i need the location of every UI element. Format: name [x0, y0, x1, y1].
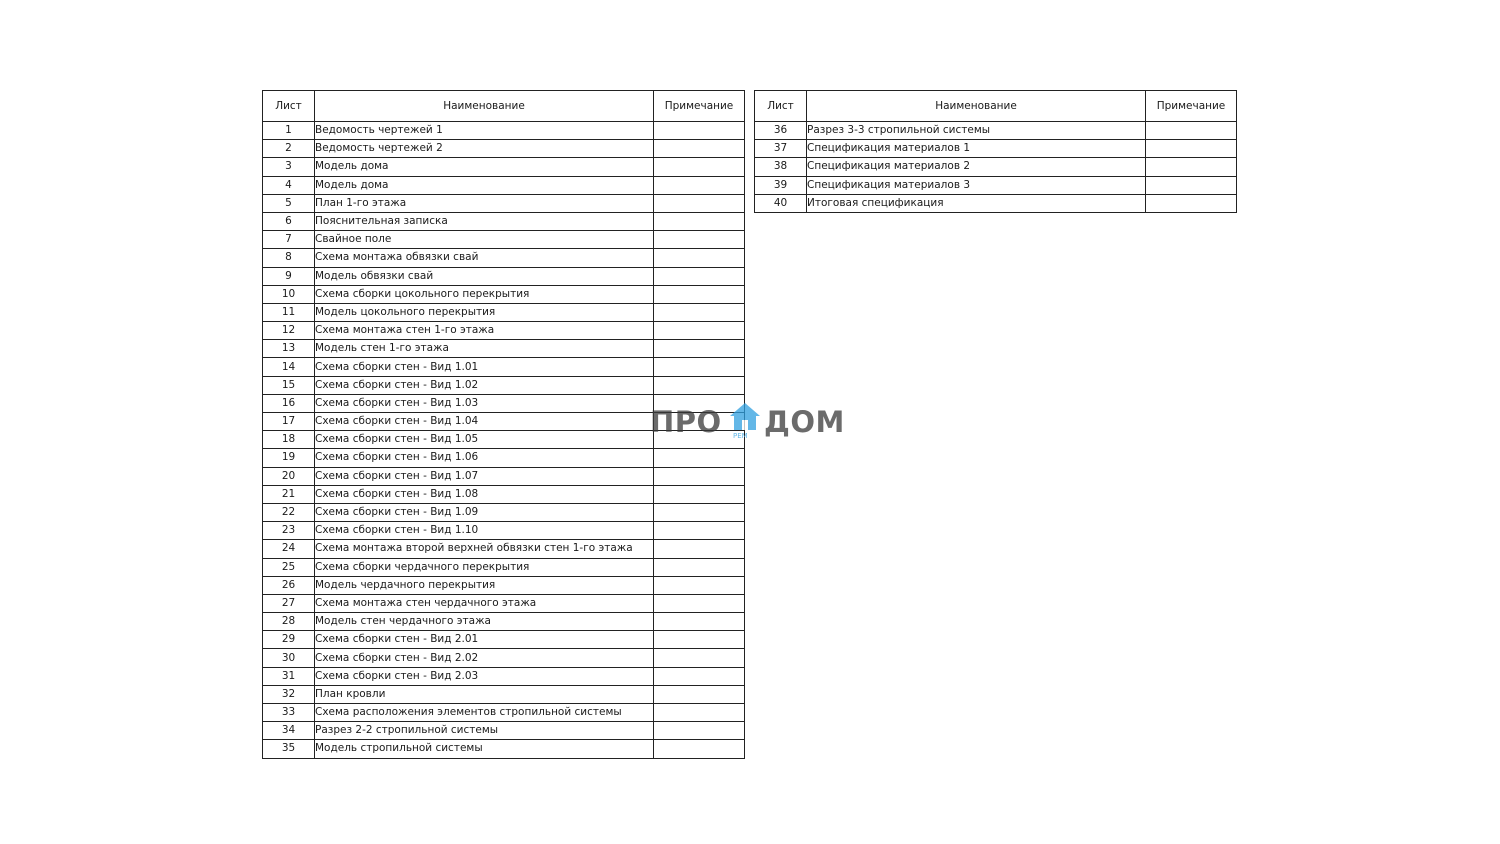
table-row [263, 613, 745, 631]
table-row [263, 576, 745, 594]
sheet-number-cell: 39 [755, 176, 807, 194]
sheet-name-cell: Схема сборки стен - Вид 1.09 [315, 503, 654, 521]
sheet-note-cell [654, 449, 745, 467]
sheet-number-cell: 31 [263, 667, 315, 685]
sheet-number-cell: 13 [263, 340, 315, 358]
table-row [263, 231, 745, 249]
table-row [755, 140, 1237, 158]
sheet-number-cell: 25 [263, 558, 315, 576]
sheet-name-cell: Спецификация материалов 2 [807, 158, 1146, 176]
sheet-number-cell: 24 [263, 540, 315, 558]
sheet-name-cell: Модель стен чердачного этажа [315, 613, 654, 631]
sheet-name-cell: Модель цокольного перекрытия [315, 303, 654, 321]
sheet-name-cell: Модель стропильной системы [315, 740, 654, 758]
sheet-note-cell [654, 322, 745, 340]
sheet-note-cell [654, 303, 745, 321]
table-header-row [755, 91, 1237, 122]
sheet-number-cell: 40 [755, 194, 807, 212]
table-row [263, 212, 745, 230]
sheet-name-cell: Схема монтажа обвязки свай [315, 249, 654, 267]
sheet-note-cell [654, 540, 745, 558]
sheet-name-cell: Схема расположения элементов стропильной системы [315, 704, 654, 722]
sheet-name-cell: Схема сборки стен - Вид 1.06 [315, 449, 654, 467]
table-row [263, 649, 745, 667]
sheet-name-cell: Схема сборки стен - Вид 2.01 [315, 631, 654, 649]
sheet-name-cell: Ведомость чертежей 1 [315, 122, 654, 140]
sheet-note-cell [1146, 140, 1237, 158]
sheet-name-cell: План кровли [315, 685, 654, 703]
sheet-note-cell [654, 594, 745, 612]
table-row [263, 285, 745, 303]
sheet-number-cell: 10 [263, 285, 315, 303]
sheet-name-cell: Модель дома [315, 176, 654, 194]
sheet-number-cell: 33 [263, 704, 315, 722]
sheet-note-cell [654, 649, 745, 667]
sheet-note-cell [654, 576, 745, 594]
table-row [263, 358, 745, 376]
table-row [263, 140, 745, 158]
column-header-note: Примечание [1146, 91, 1237, 122]
sheet-number-cell: 19 [263, 449, 315, 467]
sheet-number-cell: 28 [263, 613, 315, 631]
sheet-number-cell: 20 [263, 467, 315, 485]
table-row [263, 704, 745, 722]
sheet-name-cell: Разрез 3-3 стропильной системы [807, 122, 1146, 140]
sheet-name-cell: Схема сборки стен - Вид 1.08 [315, 485, 654, 503]
table-row [263, 522, 745, 540]
sheet-name-cell: Схема сборки стен - Вид 1.03 [315, 394, 654, 412]
sheet-note-cell [1146, 158, 1237, 176]
sheet-note-cell [654, 376, 745, 394]
sheet-name-cell: Схема монтажа второй верхней обвязки стен 1-го этажа [315, 540, 654, 558]
sheet-note-cell [654, 667, 745, 685]
watermark-text-right: ДОМ [764, 405, 845, 439]
sheet-note-cell [654, 249, 745, 267]
sheet-note-cell [654, 285, 745, 303]
sheet-note-cell [654, 722, 745, 740]
sheet-number-cell: 7 [263, 231, 315, 249]
sheet-note-cell [654, 122, 745, 140]
sheet-number-cell: 6 [263, 212, 315, 230]
sheet-name-cell: Свайное поле [315, 231, 654, 249]
table-header-row [263, 91, 745, 122]
sheet-name-cell: Схема сборки стен - Вид 1.02 [315, 376, 654, 394]
column-header-sheet: Лист [755, 91, 807, 122]
column-header-name: Наименование [807, 91, 1146, 122]
sheet-number-cell: 22 [263, 503, 315, 521]
sheet-number-cell: 14 [263, 358, 315, 376]
sheet-note-cell [654, 212, 745, 230]
sheet-note-cell [654, 522, 745, 540]
table-row [263, 249, 745, 267]
sheet-name-cell: Разрез 2-2 стропильной системы [315, 722, 654, 740]
sheet-name-cell: Итоговая спецификация [807, 194, 1146, 212]
sheet-name-cell: Схема монтажа стен 1-го этажа [315, 322, 654, 340]
table-row [263, 485, 745, 503]
sheet-name-cell: Модель стен 1-го этажа [315, 340, 654, 358]
table-row [263, 376, 745, 394]
sheet-number-cell: 15 [263, 376, 315, 394]
table-row [755, 194, 1237, 212]
sheet-number-cell: 16 [263, 394, 315, 412]
table-row [263, 631, 745, 649]
sheet-note-cell [1146, 176, 1237, 194]
table-row [263, 594, 745, 612]
sheet-note-cell [654, 685, 745, 703]
sheet-name-cell: Схема сборки чердачного перекрытия [315, 558, 654, 576]
table-row [263, 740, 745, 758]
sheet-number-cell: 9 [263, 267, 315, 285]
sheet-number-cell: 36 [755, 122, 807, 140]
sheet-note-cell [654, 631, 745, 649]
table-row [263, 540, 745, 558]
table-row [263, 467, 745, 485]
sheet-number-cell: 32 [263, 685, 315, 703]
sheet-name-cell: Схема сборки стен - Вид 1.10 [315, 522, 654, 540]
sheet-note-cell [654, 358, 745, 376]
sheet-name-cell: Спецификация материалов 3 [807, 176, 1146, 194]
table-row [263, 667, 745, 685]
sheet-name-cell: Спецификация материалов 1 [807, 140, 1146, 158]
table-row [263, 158, 745, 176]
sheet-number-cell: 4 [263, 176, 315, 194]
column-header-sheet: Лист [263, 91, 315, 122]
sheet-number-cell: 3 [263, 158, 315, 176]
sheet-name-cell: Схема сборки стен - Вид 2.02 [315, 649, 654, 667]
sheet-number-cell: 11 [263, 303, 315, 321]
column-header-name: Наименование [315, 91, 654, 122]
sheet-number-cell: 38 [755, 158, 807, 176]
table-row [263, 322, 745, 340]
sheet-name-cell: Модель обвязки свай [315, 267, 654, 285]
table-row [263, 685, 745, 703]
table-row [263, 122, 745, 140]
sheet-number-cell: 34 [263, 722, 315, 740]
sheet-name-cell: Схема сборки стен - Вид 1.07 [315, 467, 654, 485]
sheet-name-cell: Модель чердачного перекрытия [315, 576, 654, 594]
sheet-number-cell: 17 [263, 413, 315, 431]
sheet-number-cell: 2 [263, 140, 315, 158]
sheet-number-cell: 8 [263, 249, 315, 267]
sheet-note-cell [654, 613, 745, 631]
sheet-name-cell: Ведомость чертежей 2 [315, 140, 654, 158]
sheet-name-cell: Пояснительная записка [315, 212, 654, 230]
house-icon [729, 402, 761, 432]
sheet-number-cell: 29 [263, 631, 315, 649]
sheet-note-cell [654, 267, 745, 285]
sheet-note-cell [654, 485, 745, 503]
sheet-name-cell: Схема сборки стен - Вид 2.03 [315, 667, 654, 685]
sheet-note-cell [654, 176, 745, 194]
sheet-number-cell: 1 [263, 122, 315, 140]
sheet-name-cell: План 1-го этажа [315, 194, 654, 212]
drawings-list-table-right [754, 90, 1237, 213]
sheet-number-cell: 5 [263, 194, 315, 212]
table-row [263, 303, 745, 321]
sheet-name-cell: Схема монтажа стен чердачного этажа [315, 594, 654, 612]
sheet-name-cell: Схема сборки стен - Вид 1.04 [315, 413, 654, 431]
sheet-number-cell: 21 [263, 485, 315, 503]
table-row [263, 503, 745, 521]
sheet-number-cell: 26 [263, 576, 315, 594]
sheet-note-cell [654, 503, 745, 521]
table-row [263, 176, 745, 194]
sheet-number-cell: 35 [263, 740, 315, 758]
table-row [755, 158, 1237, 176]
watermark-logo [650, 402, 850, 442]
sheet-number-cell: 23 [263, 522, 315, 540]
sheet-note-cell [1146, 194, 1237, 212]
sheet-note-cell [654, 231, 745, 249]
sheet-note-cell [654, 740, 745, 758]
sheet-number-cell: 27 [263, 594, 315, 612]
sheet-name-cell: Модель дома [315, 158, 654, 176]
sheet-note-cell [654, 140, 745, 158]
sheet-number-cell: 37 [755, 140, 807, 158]
sheet-name-cell: Схема сборки стен - Вид 1.01 [315, 358, 654, 376]
sheet-note-cell [654, 340, 745, 358]
sheet-number-cell: 12 [263, 322, 315, 340]
sheet-note-cell [654, 558, 745, 576]
table-row [263, 558, 745, 576]
sheet-note-cell [654, 704, 745, 722]
column-header-note: Примечание [654, 91, 745, 122]
sheet-name-cell: Схема сборки цокольного перекрытия [315, 285, 654, 303]
sheet-note-cell [1146, 122, 1237, 140]
table-row [263, 267, 745, 285]
sheet-note-cell [654, 194, 745, 212]
sheet-number-cell: 30 [263, 649, 315, 667]
sheet-name-cell: Схема сборки стен - Вид 1.05 [315, 431, 654, 449]
table-row [263, 340, 745, 358]
watermark-subtext: РЕМ [733, 432, 748, 440]
table-row [755, 122, 1237, 140]
table-row [263, 722, 745, 740]
sheet-number-cell: 18 [263, 431, 315, 449]
table-row [755, 176, 1237, 194]
watermark-text-left: ПРО [650, 405, 722, 439]
sheet-note-cell [654, 467, 745, 485]
table-row [263, 194, 745, 212]
table-row [263, 449, 745, 467]
sheet-note-cell [654, 158, 745, 176]
